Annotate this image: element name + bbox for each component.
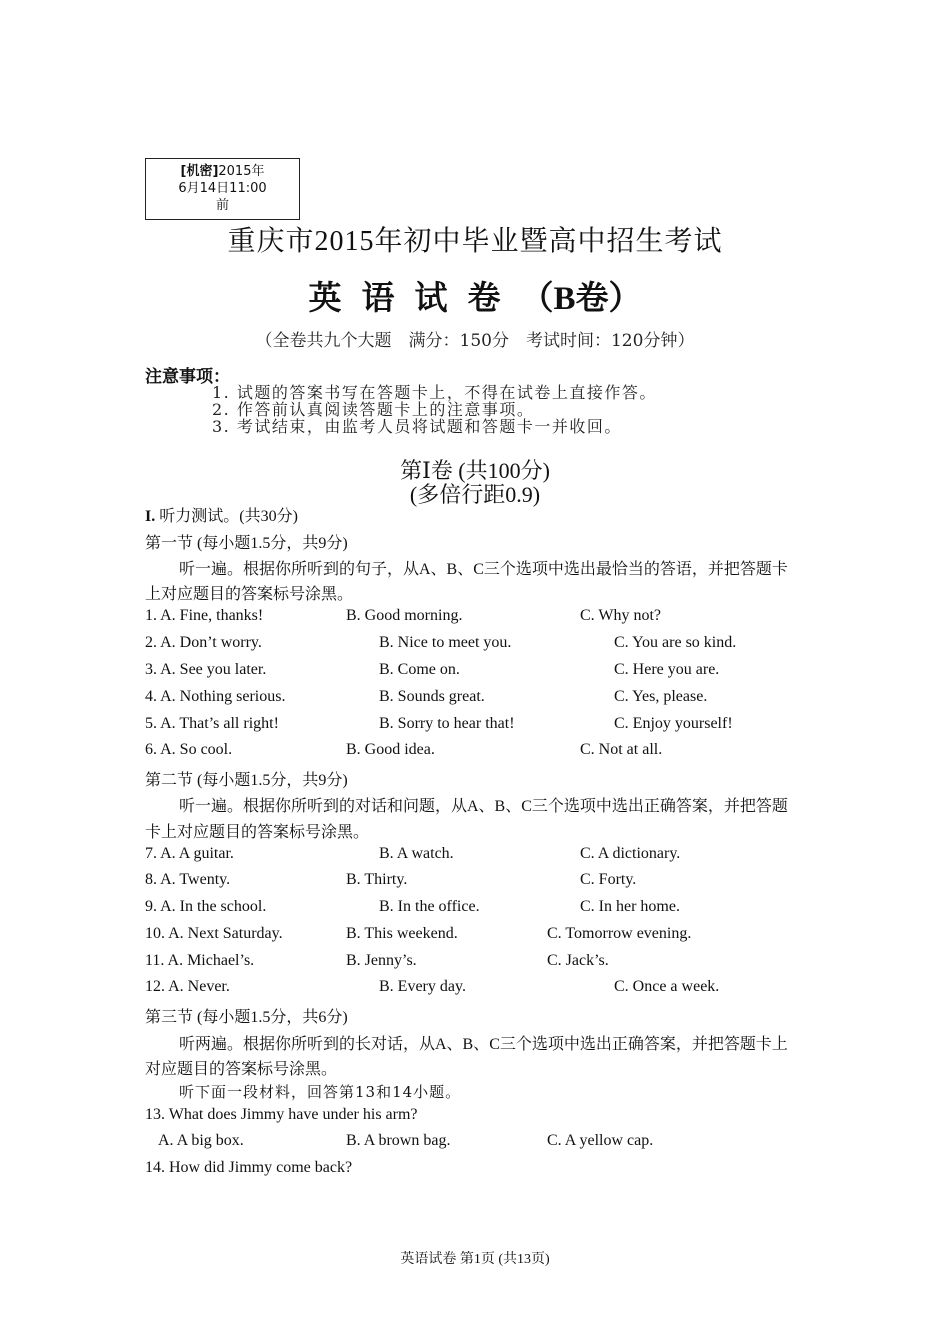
question-option: B. In the office.: [379, 898, 480, 915]
notice-item: 2. 作答前认真阅读答题卡上的注意事项。: [212, 400, 535, 419]
question-option: 3. A. See you later.: [145, 661, 267, 678]
section-1-instruction: 听一遍。根据你所听到的句子，从A、B、C三个选项中选出最恰当的答语，并把答题卡: [179, 561, 788, 578]
question-option: B. Come on.: [379, 661, 460, 678]
section-2-heading: 第二节 (每小题1.5分，共9分): [145, 772, 348, 789]
question-option: 2. A. Don’t worry.: [145, 634, 262, 651]
page-footer: 英语试卷 第1页 (共13页): [400, 1252, 550, 1267]
question-option: B. A brown bag.: [346, 1132, 451, 1149]
question-option: C. A yellow cap.: [547, 1132, 654, 1149]
question-13: 13. What does Jimmy have under his arm?: [145, 1106, 418, 1123]
question-option: 1. A. Fine, thanks!: [145, 607, 264, 624]
notice-item: 1. 试题的答案书写在答题卡上，不得在试卷上直接作答。: [212, 383, 657, 402]
notice-heading: 注意事项：: [145, 367, 230, 387]
question-option: B. A watch.: [379, 845, 454, 862]
confidential-line-3: 前: [215, 198, 229, 213]
question-option: B. Good idea.: [346, 741, 435, 758]
subject-title: 英语试卷（B卷）: [308, 281, 642, 317]
question-option: B. Sorry to hear that!: [379, 715, 515, 732]
question-option: B. Thirty.: [346, 871, 408, 888]
question-option: 10. A. Next Saturday.: [145, 925, 283, 942]
section-3-heading: 第三节 (每小题1.5分，共6分): [145, 1009, 348, 1026]
question-option: B. Sounds great.: [379, 688, 485, 705]
question-option: 8. A. Twenty.: [145, 871, 231, 888]
question-option: 7. A. A guitar.: [145, 845, 234, 862]
question-option: B. Every day.: [379, 978, 466, 995]
question-option: C. You are so kind.: [614, 634, 737, 651]
question-14: 14. How did Jimmy come back?: [145, 1159, 353, 1176]
question-option: B. Good morning.: [346, 607, 463, 624]
section-3-sub-instruction: 听下面一段材料，回答第13和14小题。: [179, 1083, 462, 1101]
confidential-box: [145, 158, 300, 220]
question-option: 6. A. So cool.: [145, 741, 233, 758]
question-option: C. Yes, please.: [614, 688, 708, 705]
section-I-heading: I. 听力测试。(共30分): [145, 508, 298, 525]
section-3-instruction: 听两遍。根据你所听到的长对话，从A、B、C三个选项中选出正确答案，并把答题卡上: [179, 1036, 788, 1053]
confidential-line-2: 6月14日11:00: [178, 181, 267, 196]
part1-subtitle: (多倍行距0.9): [409, 482, 541, 507]
question-option: A. A big box.: [158, 1132, 244, 1149]
question-option: 5. A. That’s all right!: [145, 715, 279, 732]
question-option: C. Enjoy yourself!: [614, 715, 733, 732]
question-option: C. Here you are.: [614, 661, 720, 678]
section-3-instruction: 对应题目的答案标号涂黑。: [145, 1061, 338, 1078]
exam-title: 重庆市2015年初中毕业暨高中招生考试: [227, 226, 723, 257]
question-option: 12. A. Never.: [145, 978, 230, 995]
section-1-heading: 第一节 (每小题1.5分，共9分): [145, 535, 348, 552]
question-option: C. Once a week.: [614, 978, 720, 995]
section-2-instruction: 听一遍。根据你所听到的对话和问题，从A、B、C三个选项中选出正确答案，并把答题: [179, 798, 788, 815]
notice-item: 3. 考试结束，由监考人员将试题和答题卡一并收回。: [212, 417, 622, 436]
question-option: 4. A. Nothing serious.: [145, 688, 286, 705]
part1-title: 第Ⅰ卷 (共100分): [400, 458, 550, 483]
question-option: B. This weekend.: [346, 925, 458, 942]
question-option: B. Nice to meet you.: [379, 634, 512, 651]
question-option: C. A dictionary.: [580, 845, 681, 862]
question-option: B. Jenny’s.: [346, 952, 417, 969]
question-option: 11. A. Michael’s.: [145, 952, 255, 969]
question-option: C. Not at all.: [580, 741, 663, 758]
exam-subtitle: （全卷共九个大题 满分：150分 考试时间：120分钟）: [255, 331, 695, 351]
question-option: C. In her home.: [580, 898, 680, 915]
section-2-instruction: 卡上对应题目的答案标号涂黑。: [145, 824, 370, 841]
question-option: 9. A. In the school.: [145, 898, 267, 915]
question-option: C. Forty.: [580, 871, 637, 888]
question-option: C. Tomorrow evening.: [547, 925, 692, 942]
section-1-instruction: 上对应题目的答案标号涂黑。: [145, 586, 354, 603]
question-option: C. Jack’s.: [547, 952, 609, 969]
confidential-line-1: [机密]2015年: [180, 164, 265, 179]
question-option: C. Why not?: [580, 607, 662, 624]
